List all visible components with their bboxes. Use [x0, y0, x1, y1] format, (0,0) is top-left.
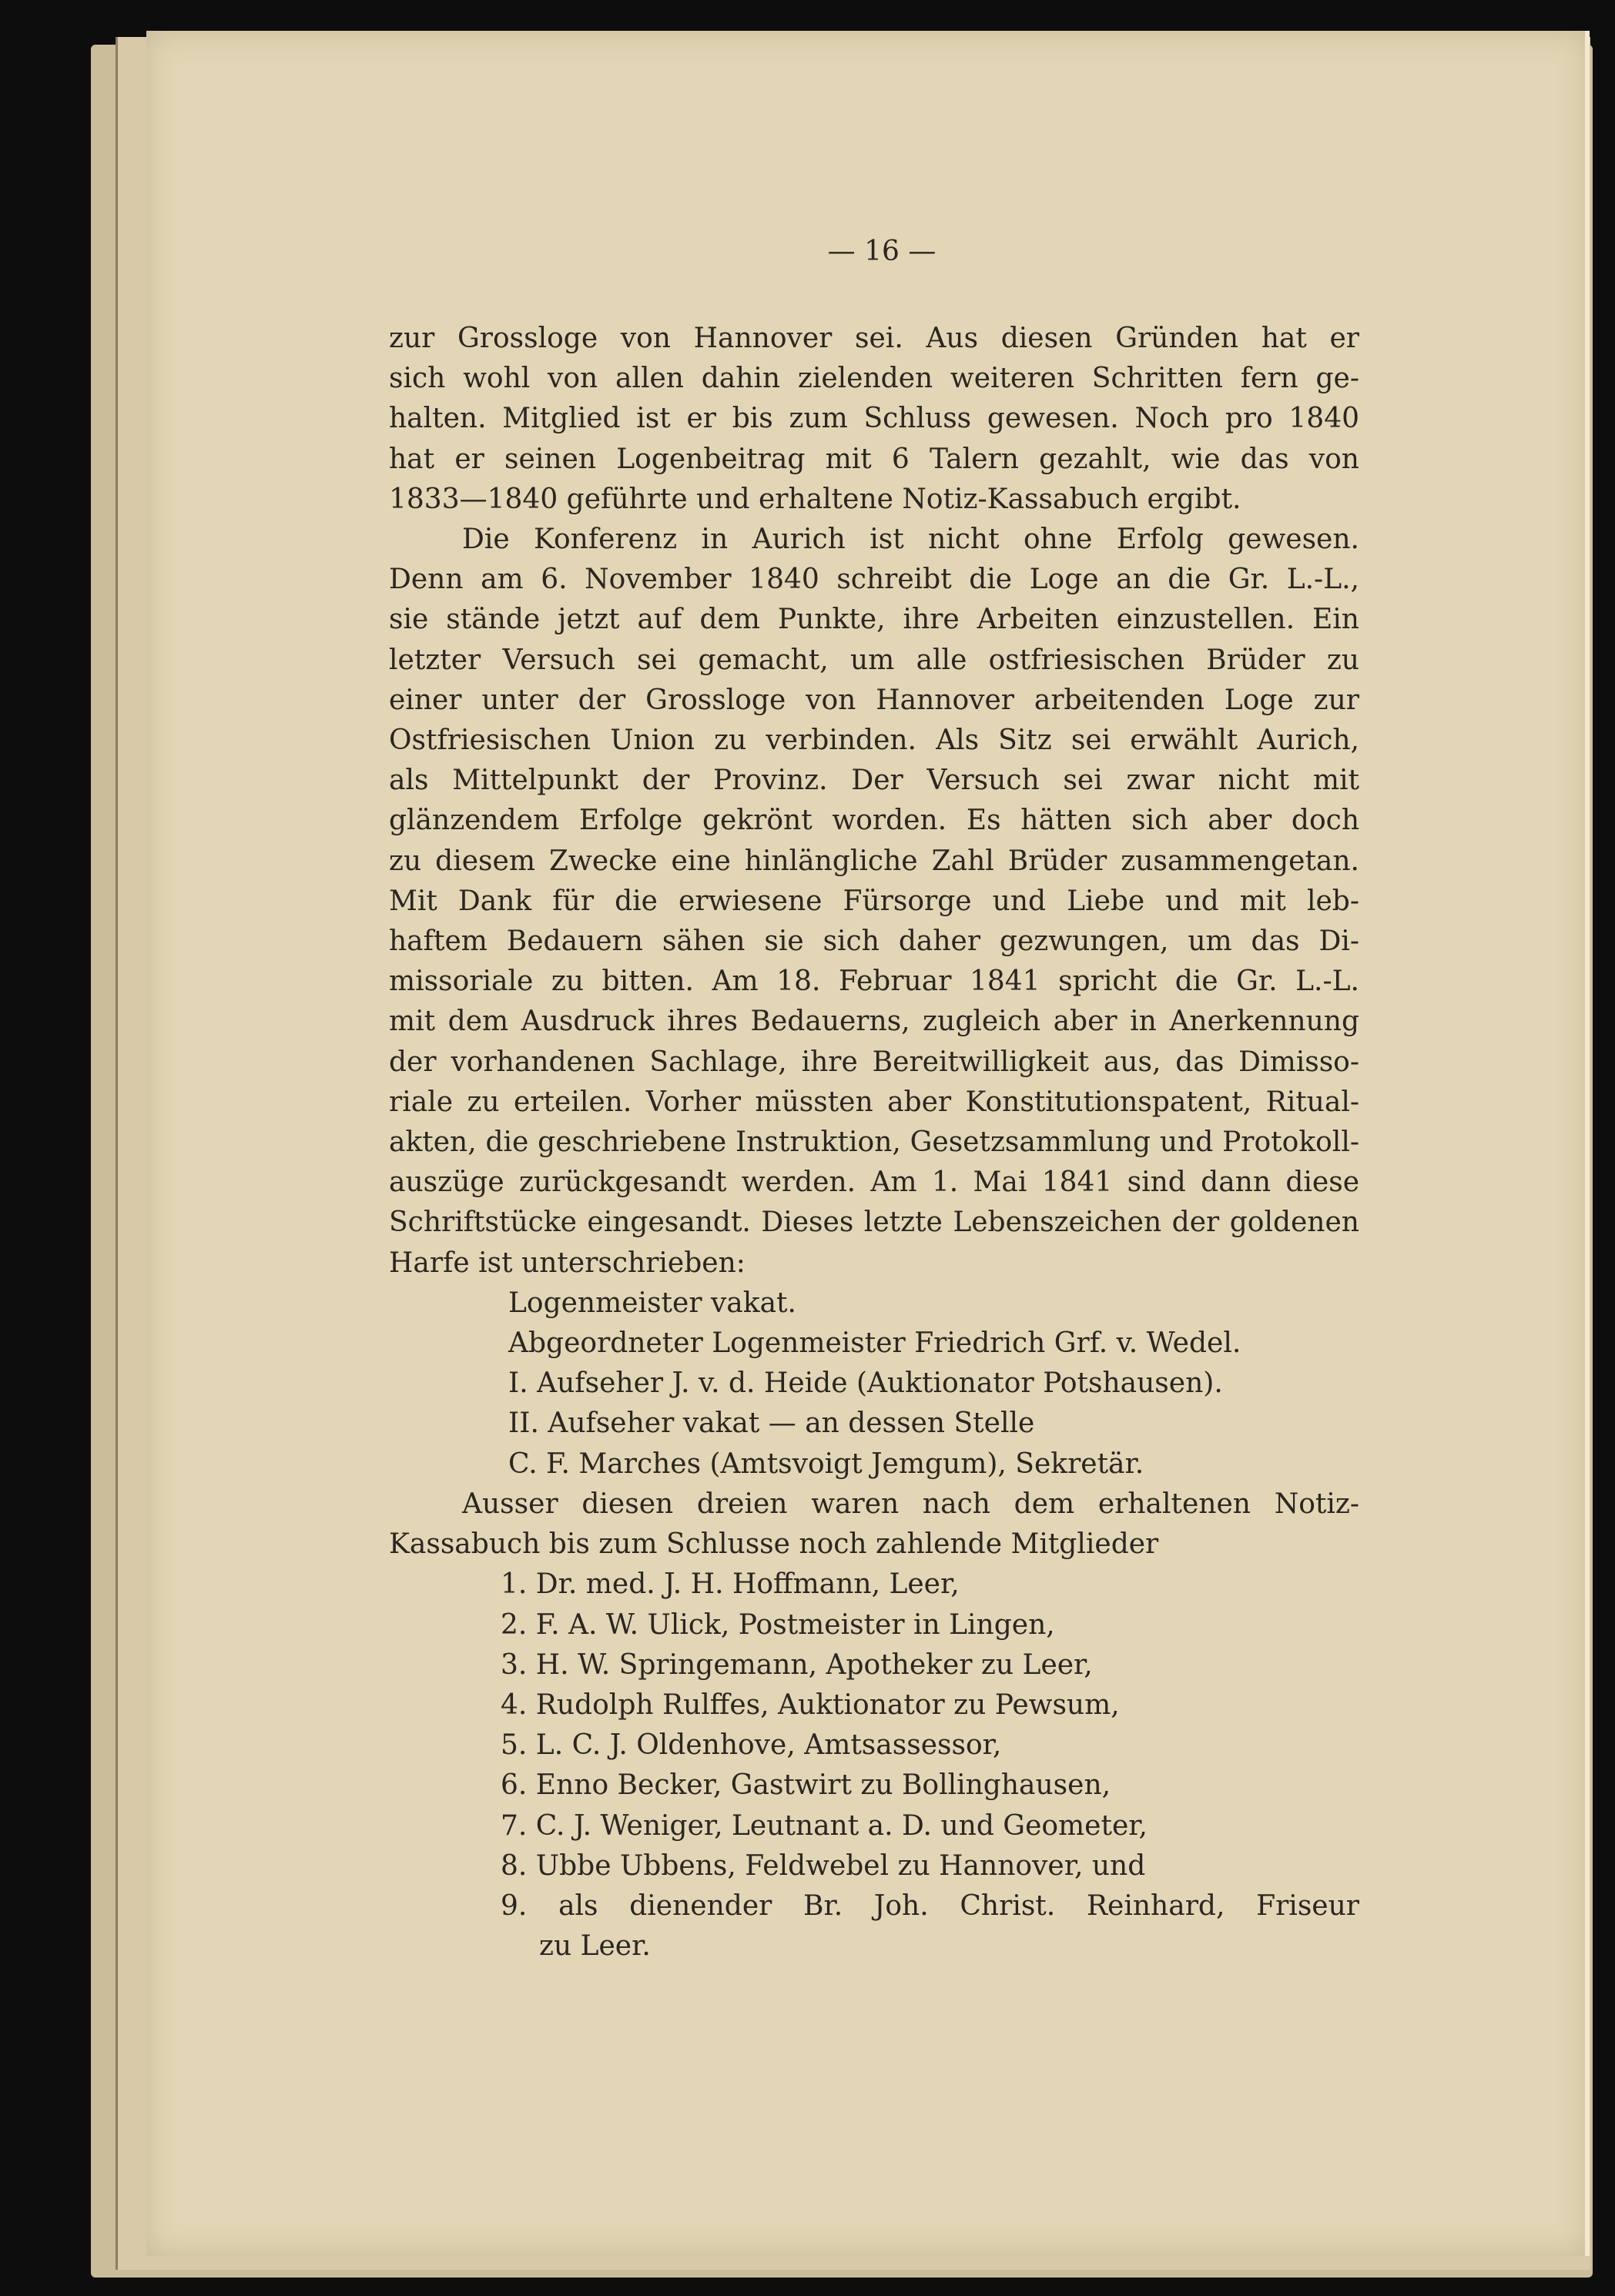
text-line: Die Konferenz in Aurich ist nicht ohne Erfolg gewesen. — [462, 524, 1359, 556]
list-item: 1. Dr. med. J. H. Hoffmann, Leer, — [501, 1568, 960, 1601]
list-item: 9. als dienender Br. Joh. Christ. Reinhard, Friseur — [501, 1889, 1359, 1922]
list-item: 6. Enno Becker, Gastwirt zu Bollinghausen, — [501, 1769, 1111, 1802]
signatory-line: I. Aufseher J. v. d. Heide (Auktionator Potshausen). — [508, 1367, 1223, 1400]
text-line: sie stände jetzt auf dem Punkte, ihre Arbeiten einzustellen. Ein — [389, 604, 1359, 636]
text-line: als Mittelpunkt der Provinz. Der Versuch sei zwar nicht mit — [389, 765, 1359, 797]
text-line: akten, die geschriebene Instruktion, Gesetzsammlung und Protokoll- — [389, 1126, 1359, 1159]
text-line: einer unter der Grossloge von Hannover arbeitenden Loge zur — [389, 684, 1359, 716]
text-line: haftem Bedauern sähen sie sich daher gezwungen, um das Di- — [389, 925, 1359, 958]
text-line: Kassabuch bis zum Schlusse noch zahlende Mitglieder — [389, 1528, 1159, 1561]
text-line: der vorhandenen Sachlage, ihre Bereitwilligkeit aus, das Dimisso- — [389, 1046, 1359, 1078]
list-item: 7. C. J. Weniger, Leutnant a. D. und Geometer, — [501, 1809, 1148, 1842]
paragraph-1 — [389, 319, 1359, 520]
paragraph-3 — [389, 1484, 1359, 1565]
text-line: 1833—1840 geführte und erhaltene Notiz-Kassabuch ergibt. — [389, 483, 1241, 515]
list-item: 2. F. A. W. Ulick, Postmeister in Lingen, — [501, 1608, 1055, 1641]
text-line: auszüge zurückgesandt werden. Am 1. Mai 1841 sind dann diese — [389, 1166, 1359, 1199]
text-line: mit dem Ausdruck ihres Bedauerns, zugleich aber in Anerkennung — [389, 1006, 1359, 1038]
signatory-line: Abgeordneter Logenmeister Friedrich Grf. v. Wedel. — [508, 1327, 1241, 1360]
paragraph-2 — [389, 520, 1359, 1284]
signatory-line: Logenmeister vakat. — [508, 1287, 796, 1319]
page-edge — [1585, 31, 1590, 2256]
text-line: letzter Versuch sei gemacht, um alle ostfriesischen Brüder zu — [389, 644, 1359, 676]
signatory-list — [389, 1284, 1359, 1484]
member-list — [389, 1565, 1359, 1966]
text-line: Schriftstücke eingesandt. Dieses letzte Lebenszeichen der goldenen — [389, 1207, 1359, 1239]
text-line: halten. Mitglied ist er bis zum Schluss gewesen. Noch pro 1840 — [389, 403, 1359, 435]
signatory-line: C. F. Marches (Amtsvoigt Jemgum), Sekretär. — [508, 1448, 1144, 1480]
list-item: 4. Rudolph Rulffes, Auktionator zu Pewsum, — [501, 1689, 1120, 1721]
list-item: 8. Ubbe Ubbens, Feldwebel zu Hannover, und — [501, 1849, 1146, 1882]
text-line: glänzendem Erfolge gekrönt worden. Es hätten sich aber doch — [389, 805, 1359, 837]
text-line: Ostfriesischen Union zu verbinden. Als Sitz sei erwählt Aurich, — [389, 725, 1359, 757]
text-line: zur Grossloge von Hannover sei. Aus diesen Gründen hat er — [389, 323, 1359, 354]
text-line: zu diesem Zwecke eine hinlängliche Zahl Brüder zusammengetan. — [389, 845, 1359, 877]
text-line: Denn am 6. November 1840 schreibt die Loge an die Gr. L.-L., — [389, 564, 1359, 596]
text-line: sich wohl von allen dahin zielenden weiteren Schritten fern ge- — [389, 363, 1359, 395]
list-item-continuation: zu Leer. — [539, 1930, 651, 1963]
text-line: hat er seinen Logenbeitrag mit 6 Talern gezahlt, wie das von — [389, 443, 1359, 475]
list-item: 3. H. W. Springemann, Apotheker zu Leer, — [501, 1648, 1093, 1681]
text-line: Ausser diesen dreien waren nach dem erhaltenen Notiz- — [462, 1488, 1359, 1520]
text-line: Mit Dank für die erwiesene Fürsorge und Liebe und mit leb- — [389, 885, 1359, 917]
list-item: 5. L. C. J. Oldenhove, Amtsassessor, — [501, 1729, 1002, 1762]
page-body — [389, 319, 1359, 1966]
page-number: — 16 — — [827, 236, 936, 267]
text-line: missoriale zu bitten. Am 18. Februar 1841 spricht die Gr. L.-L. — [389, 966, 1359, 998]
signatory-line: II. Aufseher vakat — an dessen Stelle — [508, 1407, 1035, 1440]
text-line: Harfe ist unterschrieben: — [389, 1247, 746, 1279]
text-line: riale zu erteilen. Vorher müssten aber Konstitutionspatent, Ritual- — [389, 1086, 1359, 1118]
